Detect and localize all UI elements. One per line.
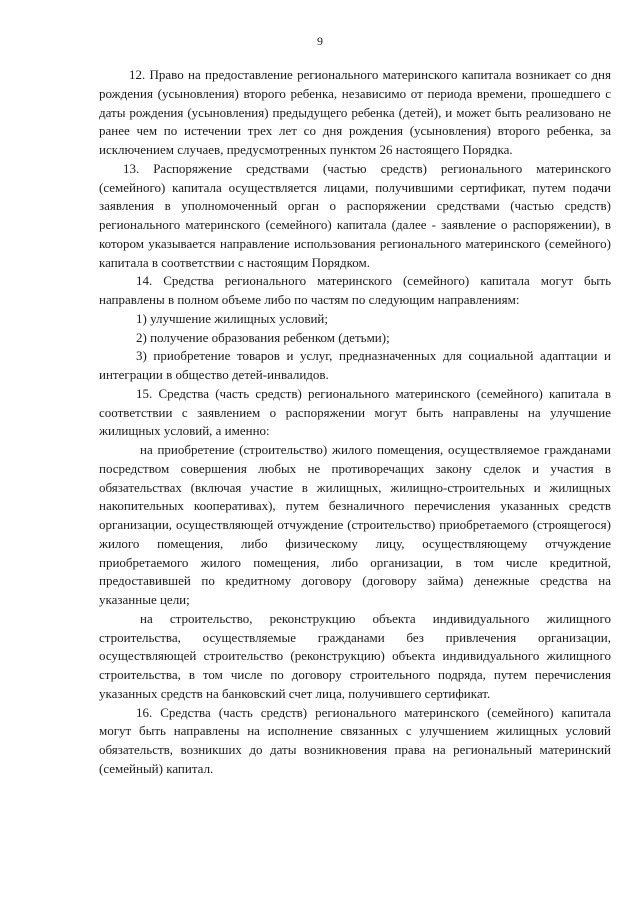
page-number: 9	[317, 34, 323, 48]
list-item-2: 2) получение образования ребенком (детьми);	[136, 329, 390, 345]
paragraph-15: 15. Средства (часть средств) регионального материнского (семейного) капитала в соответствии с заявлением о распоряжении могут быть направлены на улучшение жилищных условий, а именно:	[99, 385, 611, 439]
list-item-3: 3) приобретение товаров и услуг, предназначенных для социальной адаптации и интеграции в общество детей-инвалидов.	[99, 348, 611, 382]
paragraph-15-purchase: на приобретение (строительство) жилого помещения, осуществляемое гражданами посредством совершения любых не противоречащих закону сделок и участия в обязательствах (включая участие в жилищных, жилищно-строительных и жилищных накопительных кооперативах), путем безналичного перечисления указанных средств организации, осуществляющей отчуждение (строительство) приобретаемого (строящегося) жилого помещения, либо физическому лицу, осуществляющему отчуждение приобретаемого жилого помещения, либо организации, в том числе кредитной, предоставившей по кредитному договору (договору займа) денежные средства на указанные цели;	[99, 442, 611, 607]
paragraph-12: 12. Право на предоставление регионального материнского капитала возникает со дня рождения (усыновления) второго ребенка, независимо от периода времени, прошедшего с даты рождения (усыновления) предыдущего ребенка (детей), и может быть реализовано не ранее чем по истечении трех лет со дня рождения (усыновления) второго ребенка, за исключением случаев, предусмотренных пунктом 26 настоящего Порядка.	[99, 67, 611, 157]
list-item-1: 1) улучшение жилищных условий;	[136, 310, 329, 326]
document-body	[99, 66, 611, 779]
paragraph-13: 13. Распоряжение средствами (частью средств) регионального материнского (семейного) капитала осуществляется лицами, получившими сертификат, путем подачи заявления в уполномоченный орган о распоряжении средствами (частью средств) регионального материнского (семейного) капитала (далее - заявление о распоряжении), в котором указывается направление использования регионального материнского (семейного) капитала в соответствии с настоящим Порядком.	[99, 160, 611, 270]
paragraph-14: 14. Средства регионального материнского (семейного) капитала могут быть направлены в полном объеме либо по частям по следующим направлениям:	[99, 273, 611, 307]
paragraph-16: 16. Средства (часть средств) регионального материнского (семейного) капитала могут быть направлены на исполнение связанных с улучшением жилищных условий обязательств, возникших до даты возникновения права на региональный материнский (семейный) капитал.	[99, 704, 611, 776]
paragraph-15-construction: на строительство, реконструкцию объекта индивидуального жилищного строительства, осуществляемые гражданами без привлечения организации, осуществляющей строительство (реконструкцию) объекта индивидуального жилищного строительства, в том числе по договору строительного подряда, путем перечисления указанных средств на банковский счет лица, получившего сертификат.	[99, 610, 611, 701]
